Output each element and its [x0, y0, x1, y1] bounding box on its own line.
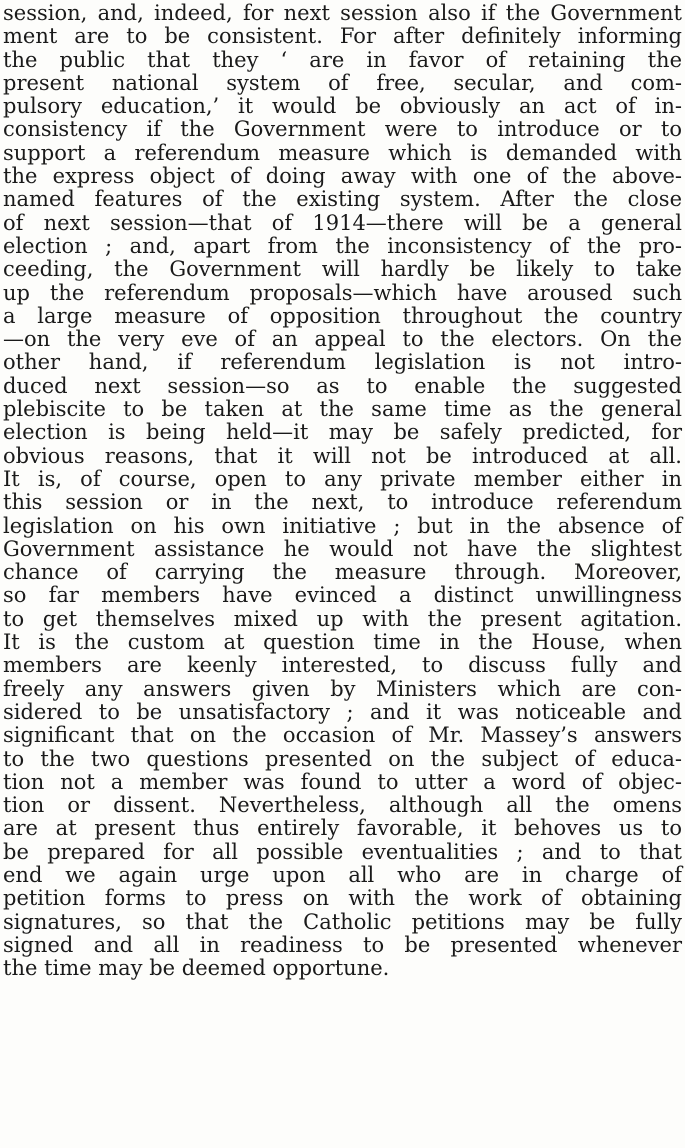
text-line: the express object of doing away with one of the above- [3, 164, 682, 189]
text-line: ment are to be consistent. For after definitely informing [3, 24, 682, 49]
text-line: tion or dissent. Nevertheless, although all the omens [3, 793, 682, 818]
text-line: Government assistance he would not have the slightest [3, 536, 682, 561]
text-line: petition forms to press on with the work of obtaining [3, 886, 682, 911]
text-line: consistency if the Government were to introduce or to [3, 117, 682, 142]
text-line: chance of carrying the measure through. Moreover, [3, 560, 682, 585]
text-line: members are keenly interested, to discuss fully and [3, 653, 682, 678]
text-line: up the referendum proposals—which have aroused such [3, 280, 682, 305]
text-line: a large measure of opposition throughout the country [3, 303, 682, 328]
text-line: legislation on his own initiative ; but in the absence of [3, 513, 682, 538]
text-line: —on the very eve of an appeal to the electors. On the [3, 327, 682, 352]
text-line: the public that they ‘ are in favor of retaining the [3, 47, 682, 72]
text-line: freely any answers given by Ministers which are con- [3, 676, 682, 701]
text-line: so far members have evinced a distinct unwillingness [3, 583, 682, 608]
text-line: election ; and, apart from the inconsistency of the pro- [3, 233, 682, 258]
text-line: session, and, indeed, for next session also if the Government [3, 1, 682, 25]
text-line: this session or in the next, to introduce referendum [3, 490, 682, 515]
text-line: signatures, so that the Catholic petitions may be fully [3, 909, 682, 934]
text-line: to the two questions presented on the subject of educa- [3, 746, 682, 771]
text-line: of next session—that of 1914—there will be a general [3, 210, 682, 235]
text-line: tion not a member was found to utter a word of objec- [3, 769, 682, 794]
text-line: duced next session—so as to enable the suggested [3, 373, 682, 398]
text-line: election is being held—it may be safely predicted, for [3, 420, 682, 445]
text-line: named features of the existing system. After the close [3, 187, 682, 212]
text-line: obvious reasons, that it will not be introduced at all. [3, 443, 682, 468]
text-line: to get themselves mixed up with the present agitation. [3, 606, 682, 631]
text-line: be prepared for all possible eventualities ; and to that [3, 839, 682, 864]
text-line: signed and all in readiness to be presented whenever [3, 932, 682, 957]
text-line: support a referendum measure which is demanded with [3, 140, 682, 165]
text-line: other hand, if referendum legislation is not intro- [3, 350, 682, 375]
text-line: the time may be deemed opportune. [3, 956, 390, 981]
text-line: end we again urge upon all who are in charge of [3, 862, 682, 887]
text-line: pulsory education,’ it would be obviously an act of in- [3, 94, 682, 119]
text-line: It is the custom at question time in the House, when [3, 630, 682, 655]
text-line: ceeding, the Government will hardly be likely to take [3, 257, 682, 282]
text-line: significant that on the occasion of Mr. Massey’s answers [3, 723, 682, 748]
text-line: present national system of free, secular, and com- [3, 70, 682, 95]
text-line: sidered to be unsatisfactory ; and it was noticeable and [3, 699, 682, 724]
article-body [3, 2, 682, 980]
text-line: plebiscite to be taken at the same time as the general [3, 397, 682, 422]
text-line: It is, of course, open to any private member either in [3, 466, 682, 491]
text-line: are at present thus entirely favorable, it behoves us to [3, 816, 682, 841]
